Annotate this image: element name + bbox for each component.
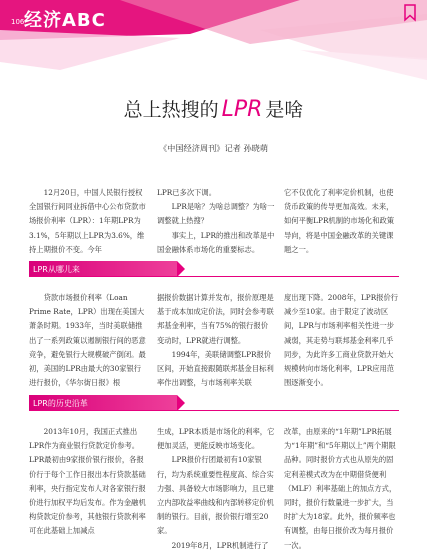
section-heading-arrow (177, 395, 185, 411)
section-divider (29, 276, 399, 277)
section2-column-2 (157, 425, 275, 553)
section-divider (29, 410, 399, 411)
paragraph: 2019年8月，LPR机制进行了 (171, 540, 269, 550)
paragraph: 事实上，LPR的推出和改革是中国金融体系市场化的重要标志。 (157, 230, 275, 254)
intro-column-1 (29, 186, 147, 257)
section-heading-lpr-history (29, 395, 177, 411)
byline: 《中国经济周刊》记者 孙晓萌 (158, 143, 269, 153)
intro-column-3 (284, 186, 400, 257)
paragraph: 改革，由原来的“1年期”LPR拓展为“1年期”和“5年期以上”两个期限品种。同时报价方式也从原先的固定利差模式改为在中期借贷便利（MLF）利率基础上的加点方式，同时，报价行数量进一步扩大，当时扩大为18家。此外，报价频率也有调整，由每日报价改为每月报价一次。 (284, 427, 397, 550)
section2-column-1 (29, 425, 147, 539)
section-brand-title: 经济ABC (24, 10, 106, 31)
section-heading-lpr-origin (29, 261, 177, 277)
title-part-3: 是啥 (265, 99, 304, 121)
article-title (0, 95, 427, 122)
paragraph: LPR是啥？为啥总调整？为啥一调整就上热搜？ (157, 202, 275, 226)
section1-column-2 (157, 291, 275, 390)
bookmark-icon[interactable] (403, 4, 417, 22)
paragraph: LPR报价行团最初有10家银行，均为系统重要性程度高、综合实力强、具备较大市场影响力，且已建立内部收益率曲线和内部转移定价机制的银行。目前，报价银行增至20家。 (157, 455, 274, 536)
paragraph: 2013年10月，我国正式推出LPR作为商业银行贷款定价参考。LPR最初由9家报价银行报价，各报价行于每个工作日报出本行贷款基础利率，央行指定发布人对各家银行报价进行加权平均后发布。作为金融机构贷款定价参考，其他银行贷款利率可在此基础上加减点 (29, 427, 146, 536)
paragraph: LPR已多次下调。 (157, 188, 217, 197)
page-header (0, 0, 427, 96)
title-highlight-lpr: LPR (221, 97, 263, 122)
section-heading-text: LPR的历史沿革 (33, 399, 88, 408)
intro-column-2 (157, 186, 275, 257)
paragraph: 它不仅优化了利率定价机制，也使货币政策的传导更加高效。未来，如何平衡LPR机制的市场化和政策导向，将是中国金融改革的关键课题之一。 (284, 188, 395, 254)
paragraph: 贷款市场报价利率（Loan Prime Rate，LPR）出现在美国大萧条时期。1933年，当时美联储推出了一系列政策以遏制银行间的恶意竞争，避免银行大规模破产倒闭。最初，美国的LPR由最大的30家银行进行报价，《华尔街日报》根 (29, 293, 146, 388)
paragraph: 1994年，美联储调整LPR报价区间，开始直接跟随联邦基金目标利率作出调整，与市场利率关联 (157, 349, 274, 388)
section1-column-1 (29, 291, 147, 390)
section2-column-3 (284, 425, 400, 553)
paragraph: 生成，LPR本质是市场化的利率，它便加灵活，更能反映市场变化。 (157, 427, 275, 451)
paragraph: 据报价数据计算并发布，报价原理是基于成本加成定价法，同时会参考联邦基金利率，当有75%的银行报价变动时，LPR就进行调整。 (157, 293, 274, 345)
section-heading-text: LPR从哪儿来 (33, 265, 80, 274)
page-number: 106 (11, 18, 25, 26)
paragraph: 度出现下降。2008年，LPR报价行减少至10家。由于限定了波动区间，LPR与市场利率相关性进一步减弱，其走势与联邦基金利率几乎同步，为此许多工商业贷款开始大规模转向市场化利率，LPR应用范围逐渐变小。 (284, 293, 399, 388)
section1-column-3 (284, 291, 400, 390)
section-heading-arrow (177, 261, 185, 277)
title-part-1: 总上热搜的 (123, 99, 219, 121)
paragraph: 12月20日，中国人民银行授权全国银行间同业拆借中心公布贷款市场报价利率（LPR）：1年期LPR为3.1%，5年期以上LPR为3.6%，维持上期报价不变。今年 (29, 188, 146, 254)
